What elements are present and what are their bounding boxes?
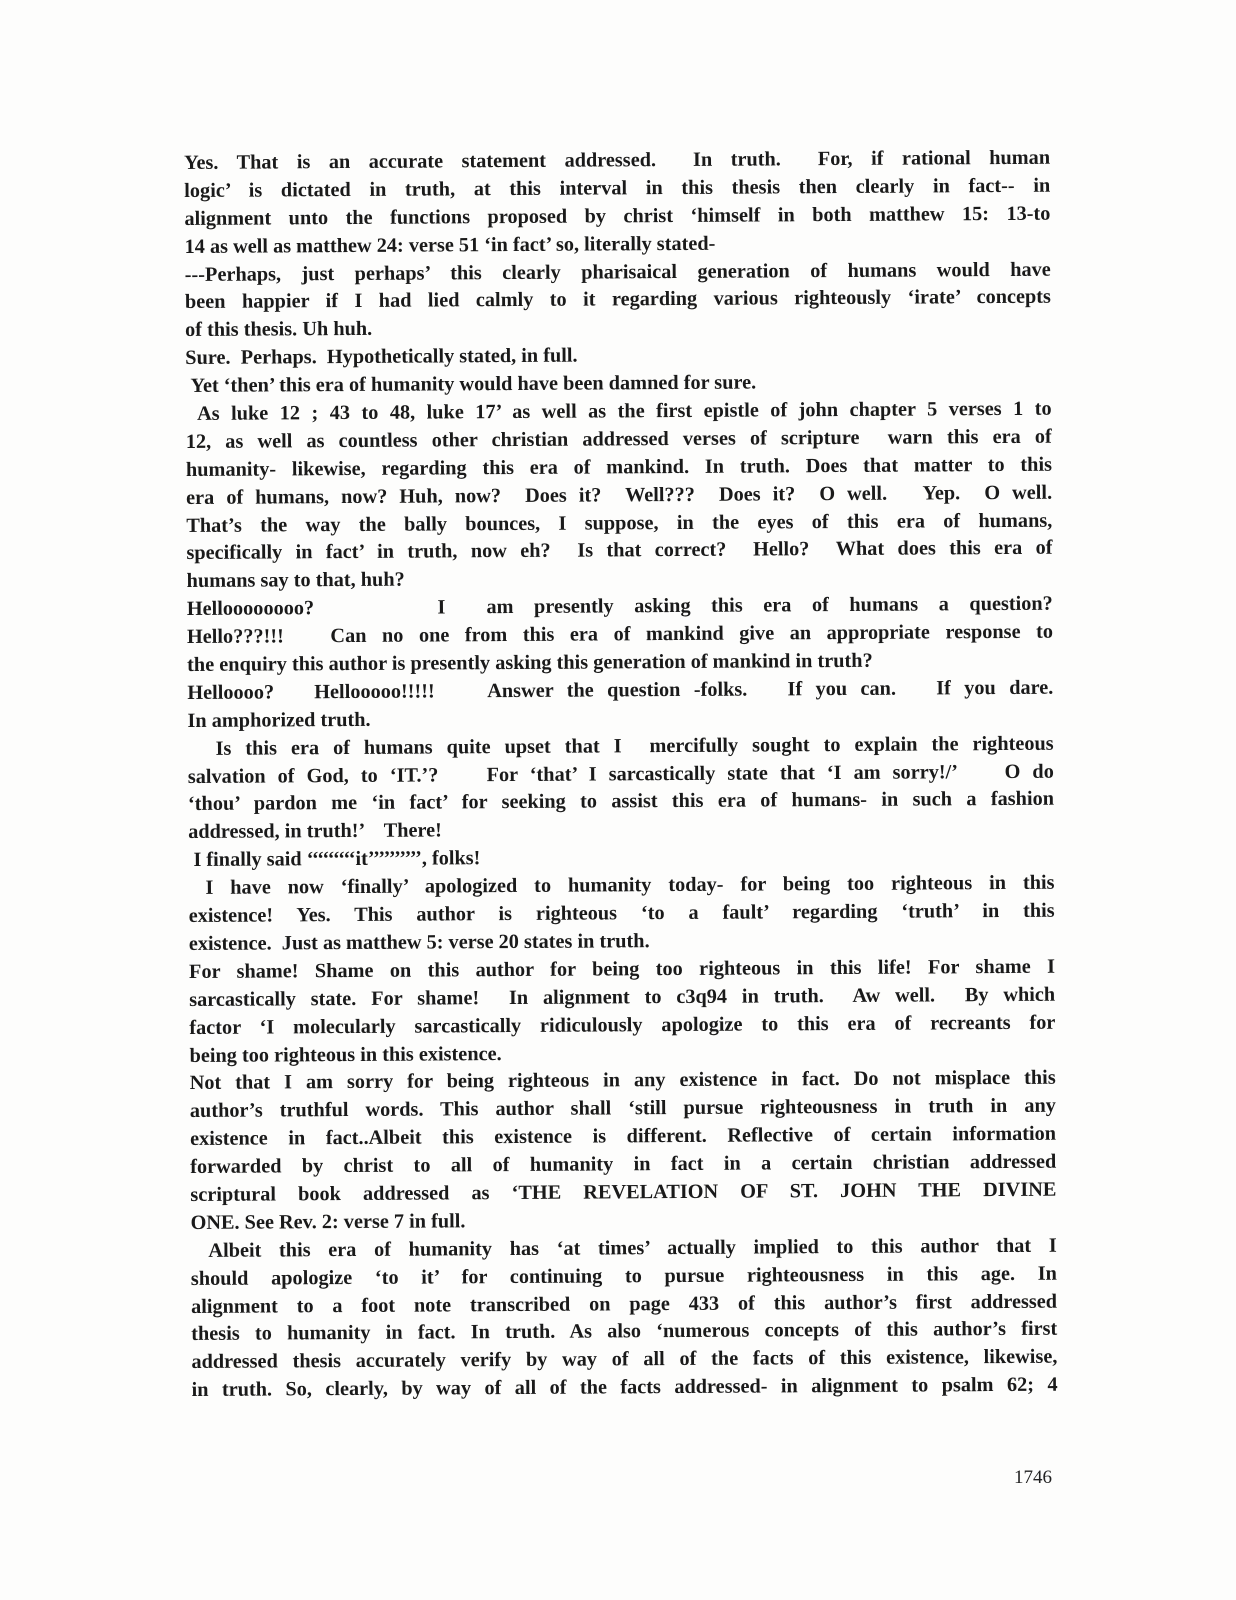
text-line: 14 as well as matthew 24: verse 51 ‘in fact’ so, literally stated- xyxy=(184,232,716,258)
text-line: factor ‘I molecularly sarcastically ridiculously apologize to this era of recreants for xyxy=(189,1011,1056,1039)
text-line: 12, as well as countless other christian addressed verses of scripture warn this era of xyxy=(185,425,1052,453)
text-line: of this thesis. Uh huh. xyxy=(185,318,373,342)
text-line: the enquiry this author is presently asking this generation of mankind in truth? xyxy=(187,649,873,677)
text-line: I finally said ‘‘‘‘‘‘‘‘‘it’’’’’’’’’’, folks! xyxy=(188,847,481,872)
page-number: 1746 xyxy=(1014,1467,1052,1488)
text-line: specifically in fact’ in truth, now eh? Is that correct? Hello? What does this era of xyxy=(186,537,1053,565)
text-line: Sure. Perhaps. Hypothetically stated, in full. xyxy=(185,344,578,370)
text-line: salvation of God, to ‘IT.’? For ‘that’ I sarcastically state that ‘I am sorry!/’ O do xyxy=(187,760,1054,788)
text-line: Helloooo? Hellooooo!!!!! Answer the question -folks. If you can. If you dare. xyxy=(187,676,1054,704)
text-line: era of humans, now? Huh, now? Does it? Well??? Does it? O well. Yep. O well. xyxy=(186,481,1053,509)
text-line: being too righteous in this existence. xyxy=(189,1042,502,1067)
text-line: Yes. That is an accurate statement addressed. In truth. For, if rational human xyxy=(184,146,1051,174)
text-line: in truth. So, clearly, by way of all of the facts addressed- in alignment to psalm 62; 4 xyxy=(191,1373,1058,1402)
text-line: ---Perhaps, just perhaps’ this clearly pharisaical generation of humans would have xyxy=(184,258,1051,286)
text-line: forwarded by christ to all of humanity in fact in a certain christian addressed xyxy=(190,1150,1057,1179)
text-line: existence in fact..Albeit this existence is different. Reflective of certain information xyxy=(189,1122,1057,1151)
text-line: Yet ‘then’ this era of humanity would have been damned for sure. xyxy=(185,371,757,398)
text-line: thesis to humanity in fact. In truth. As also ‘numerous concepts of this author’s first xyxy=(191,1318,1058,1346)
text-line: addressed thesis accurately verify by way of all of the facts of this existence, likewise, xyxy=(191,1345,1058,1374)
text-line: alignment to a foot note transcribed on page 433 of this author’s first addressed xyxy=(190,1290,1058,1318)
text-line: ‘thou’ pardon me ‘in fact’ for seeking to assist this era of humans- in such a fashion xyxy=(187,788,1055,816)
text-line: For shame! Shame on this author for being too righteous in this life! For shame I xyxy=(188,955,1056,983)
text-line: existence! Yes. This author is righteous ‘to a fault’ regarding ‘truth’ in this xyxy=(188,899,1055,928)
text-line: should apologize ‘to it’ for continuing to pursue righteousness in this age. In xyxy=(190,1262,1057,1290)
text-line: addressed, in truth!’ There! xyxy=(188,819,442,844)
text-line: ONE. See Rev. 2: verse 7 in full. xyxy=(190,1210,466,1234)
text-line: alignment unto the functions proposed by christ ‘himself in both matthew 15: 13-to xyxy=(184,202,1051,230)
text-line: been happier if I had lied calmly to it regarding various righteously ‘irate’ concepts xyxy=(184,286,1051,314)
text-line: scriptural book addressed as ‘THE REVELATION OF ST. JOHN THE DIVINE xyxy=(190,1178,1057,1206)
text-line: Albeit this era of humanity has ‘at times’ actually implied to this author that I xyxy=(190,1234,1057,1262)
text-line: That’s the way the bally bounces, I suppose, in the eyes of this era of humans, xyxy=(186,509,1053,537)
text-line: I have now ‘finally’ apologized to humanity today- for being too righteous in this xyxy=(188,871,1055,900)
text-line: humans say to that, huh? xyxy=(186,569,405,593)
text-line: Hello???!!! Can no one from this era of mankind give an appropriate response to xyxy=(186,620,1054,649)
text-line: As luke 12 ; 43 to 48, luke 17’ as well as the first epistle of john chapter 5 verses 1 to xyxy=(185,397,1052,426)
text-line: existence. Just as matthew 5: verse 20 states in truth. xyxy=(188,930,650,955)
body-text xyxy=(184,145,1058,1405)
text-line: Not that I am sorry for being righteous in any existence in fact. Do not misplace this xyxy=(189,1067,1056,1095)
text-line: In amphorized truth. xyxy=(187,708,371,732)
text-line: Is this era of humans quite upset that I mercifully sought to explain the righteous xyxy=(187,732,1054,760)
text-line: logic’ is dictated in truth, at this interval in this thesis then clearly in fact-- in xyxy=(184,174,1051,202)
text-line: Helloooooooo? I am presently asking this era of humans a question? xyxy=(186,592,1053,621)
text-line: author’s truthful words. This author shall ‘still pursue righteousness in truth in any xyxy=(189,1094,1056,1123)
text-line: sarcastically state. For shame! In alignment to c3q94 in truth. Aw well. By which xyxy=(189,983,1056,1011)
text-line: humanity- likewise, regarding this era of mankind. In truth. Does that matter to this xyxy=(185,453,1053,481)
